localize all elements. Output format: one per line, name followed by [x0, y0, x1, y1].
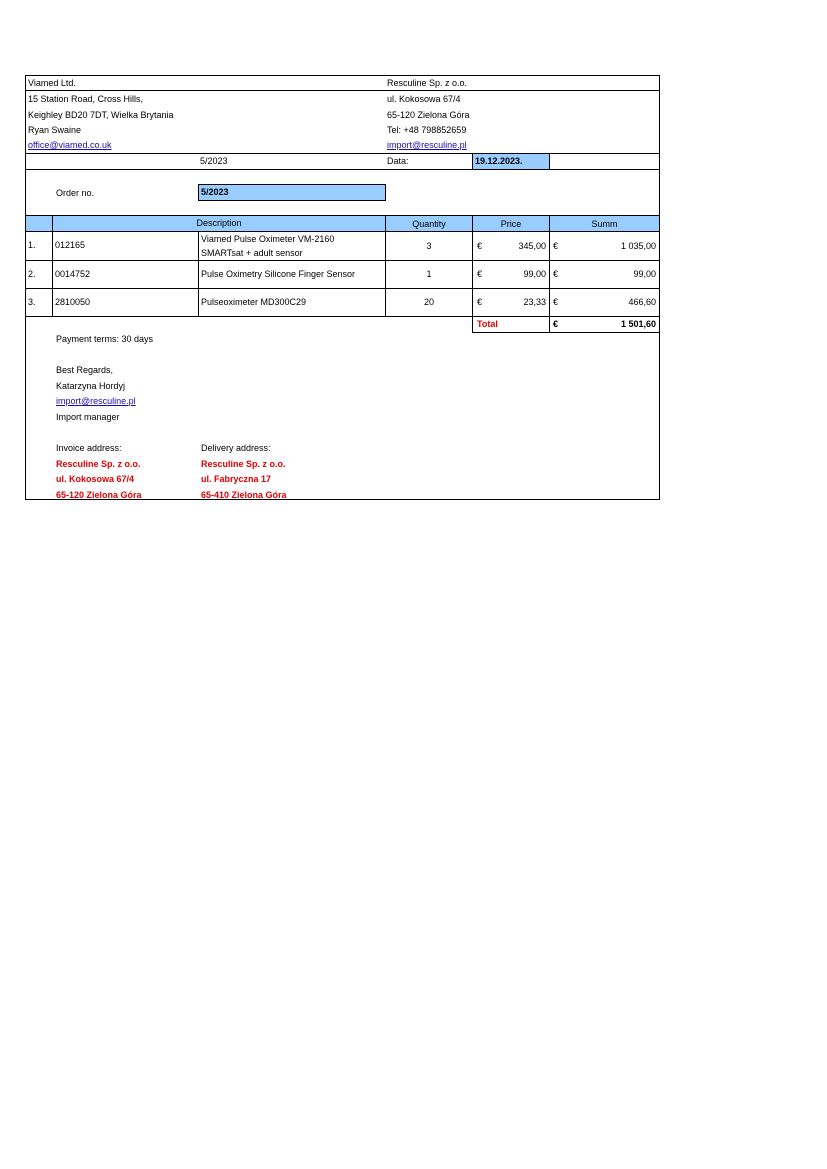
signatory-role: Import manager — [56, 412, 120, 422]
buyer-email-link[interactable]: import@resculine.pl — [387, 140, 467, 150]
row-divider — [26, 153, 659, 154]
seller-email-link[interactable]: office@viamed.co.uk — [28, 140, 112, 150]
row-divider — [26, 260, 659, 261]
total-value: 1 501,60 — [620, 319, 656, 329]
cell-divider — [549, 153, 550, 169]
order-number-value: 5/2023 — [201, 187, 229, 197]
item-quantity: 3 — [426, 241, 432, 251]
buyer-phone: Tel: +48 798852659 — [387, 125, 467, 135]
date-label: Data: — [387, 156, 409, 166]
col-divider — [198, 231, 199, 317]
order-sheet — [25, 75, 660, 500]
buyer-address-line2: 65-120 Zielona Góra — [387, 110, 470, 120]
col-divider — [52, 215, 53, 317]
table-top-border — [26, 215, 659, 216]
row-divider — [26, 288, 659, 289]
item-price: 99,00 — [523, 269, 546, 279]
item-description-line2: SMARTsat + adult sensor — [201, 248, 303, 258]
seller-address-line1: 15 Station Road, Cross Hills, — [28, 94, 144, 104]
delivery-address-line3: 65-410 Zielona Góra — [201, 490, 287, 500]
total-bottom-border — [472, 332, 659, 333]
payment-terms: Payment terms: 30 days — [56, 334, 154, 344]
row-divider — [26, 90, 659, 91]
order-number-label: Order no. — [56, 188, 95, 198]
date-value: 19.12.2023. — [475, 156, 523, 166]
seller-address-line2: Keighley BD20 7DT, Wielka Brytania — [28, 110, 174, 120]
column-header-quantity: Quantity — [412, 219, 446, 229]
invoice-address-label: Invoice address: — [56, 443, 122, 453]
item-sum: 466,60 — [628, 297, 656, 307]
row-number: 1. — [28, 240, 36, 250]
buyer-name: Resculine Sp. z o.o. — [387, 78, 468, 88]
invoice-address-line1: Resculine Sp. z o.o. — [56, 459, 141, 469]
item-description: Pulseoximeter MD300C29 — [201, 297, 307, 307]
currency-symbol: € — [553, 297, 559, 307]
item-sum: 1 035,00 — [620, 241, 656, 251]
currency-symbol: € — [553, 241, 559, 251]
currency-symbol: € — [477, 297, 483, 307]
invoice-address-line3: 65-120 Zielona Góra — [56, 490, 142, 500]
greeting: Best Regards, — [56, 365, 114, 375]
item-quantity: 20 — [423, 297, 434, 307]
buyer-address-line1: ul. Kokosowa 67/4 — [387, 94, 461, 104]
column-header-sum: Summ — [591, 219, 618, 229]
item-code: 0014752 — [55, 269, 91, 279]
seller-name: Viamed Ltd. — [28, 78, 76, 88]
row-number: 3. — [28, 297, 36, 307]
item-price: 345,00 — [518, 241, 546, 251]
row-divider — [26, 316, 659, 317]
delivery-address-line2: ul. Fabryczna 17 — [201, 474, 272, 484]
currency-symbol: € — [553, 319, 559, 329]
signatory-name: Katarzyna Hordyj — [56, 381, 126, 391]
signatory-email-link[interactable]: import@resculine.pl — [56, 396, 136, 406]
item-code: 012165 — [55, 240, 86, 250]
seller-contact: Ryan Swaine — [28, 125, 82, 135]
item-description: Viamed Pulse Oximeter VM-2160 — [201, 234, 335, 244]
column-header-price: Price — [500, 219, 522, 229]
currency-symbol: € — [477, 241, 483, 251]
total-label: Total — [477, 319, 498, 329]
item-description: Pulse Oximetry Silicone Finger Sensor — [201, 269, 356, 279]
item-sum: 99,00 — [633, 269, 656, 279]
row-divider — [26, 169, 659, 170]
invoice-address-line2: ul. Kokosowa 67/4 — [56, 474, 135, 484]
item-code: 2810050 — [55, 297, 91, 307]
delivery-address-line1: Resculine Sp. z o.o. — [201, 459, 286, 469]
item-quantity: 1 — [426, 269, 432, 279]
currency-symbol: € — [477, 269, 483, 279]
currency-symbol: € — [553, 269, 559, 279]
reference-number: 5/2023 — [200, 156, 228, 166]
delivery-address-label: Delivery address: — [201, 443, 271, 453]
column-header-description: Description — [196, 218, 242, 228]
item-price: 23,33 — [523, 297, 546, 307]
table-header-bottom — [26, 231, 659, 232]
row-number: 2. — [28, 269, 36, 279]
